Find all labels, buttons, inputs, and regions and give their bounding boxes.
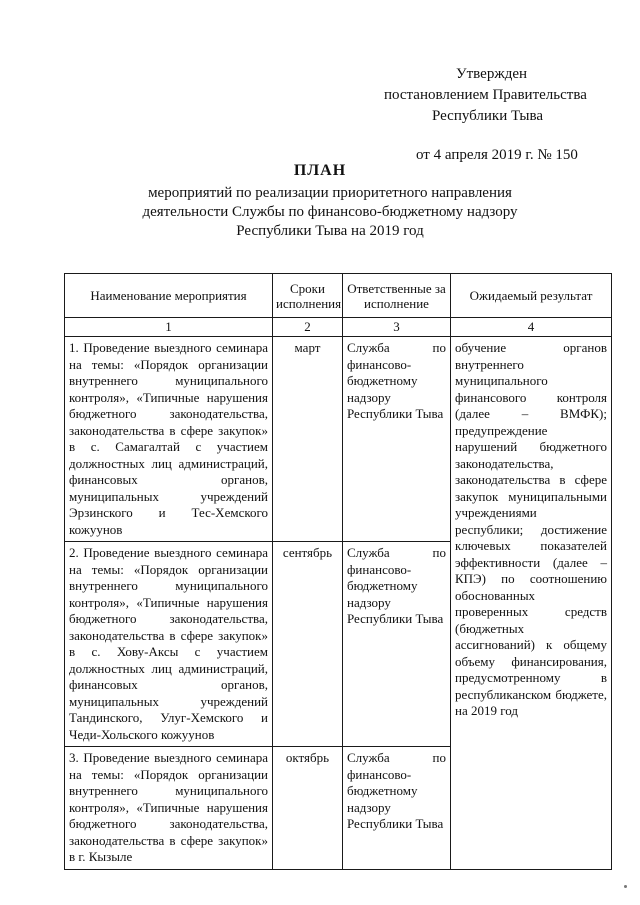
header-name: Наименование мероприятия: [65, 274, 273, 318]
event-responsible: Служба по финансово-бюджетному надзору Республики Тыва: [343, 337, 451, 542]
approval-block: [380, 64, 620, 166]
approval-date: от 4 апреля 2019 г. № 150: [416, 147, 578, 163]
subtitle-line-3: Республики Тыва на 2019 год: [236, 223, 424, 239]
approval-line-3: Республики Тыва: [432, 108, 544, 124]
approval-line-2: постановлением Правительства: [384, 87, 587, 103]
header-responsible: Ответственные за исполнение: [343, 274, 451, 318]
expected-result: обучение органов внутреннего муниципального финансового контроля (далее – ВМФК); предупреждение нарушений бюджетного законодательства, законодательства в сфере закупок муниципальными учреждениями республики; достижение ключевых показателей эффективности (далее – КПЭ) по соотношению обоснованных проверенных средств (бюджетных ассигнований) к общему объему финансирования, предусмотренному в республиканском бюджете, на 2019 год: [451, 337, 612, 870]
event-responsible: Служба по финансово-бюджетному надзору Республики Тыва: [343, 542, 451, 747]
event-responsible: Служба по финансово-бюджетному надзору Республики Тыва: [343, 747, 451, 870]
event-deadline: октябрь: [273, 747, 343, 870]
event-deadline: сентябрь: [273, 542, 343, 747]
event-name: 2. Проведение выездного семинара на темы: «Порядок организации внутреннего муниципального контроля», «Типичные нарушения бюджетного законодательства, законодательства в сфере закупок» в с. Хову-Аксы с участием должностных лиц администраций, финансовых органов, муниципальных учреждений Тандинского, Улуг-Хемского и Чеди-Хольского кожуунов: [65, 542, 273, 747]
header-deadline: Сроки исполнения: [273, 274, 343, 318]
approval-line-1: Утвержден: [456, 66, 528, 82]
column-number: 3: [343, 318, 451, 337]
plan-table: [64, 273, 612, 870]
table-header-row: [65, 274, 612, 318]
table-row: [65, 337, 612, 542]
event-name: 1. Проведение выездного семинара на темы: «Порядок организации внутреннего муниципального контроля», «Типичные нарушения бюджетного законодательства, законодательства в сфере закупок» в с. Самагалтай с участием должностных лиц администраций, финансовых органов, муниципальных учреждений Эрзинского и Тес-Хемского кожуунов: [65, 337, 273, 542]
scan-speck: [624, 885, 627, 888]
header-result: Ожидаемый результат: [451, 274, 612, 318]
event-deadline: март: [273, 337, 343, 542]
event-name: 3. Проведение выездного семинара на темы: «Порядок организации внутреннего муниципального контроля», «Типичные нарушения бюджетного законодательства, законодательства в сфере закупок» в г. Кызыле: [65, 747, 273, 870]
document-subtitle: [120, 184, 540, 241]
column-number: 1: [65, 318, 273, 337]
column-numbers-row: [65, 318, 612, 337]
column-number: 4: [451, 318, 612, 337]
document-title: ПЛАН: [293, 162, 347, 179]
column-number: 2: [273, 318, 343, 337]
subtitle-line-2: деятельности Службы по финансово-бюджетному надзору: [142, 204, 518, 220]
subtitle-line-1: мероприятий по реализации приоритетного направления: [148, 185, 512, 201]
